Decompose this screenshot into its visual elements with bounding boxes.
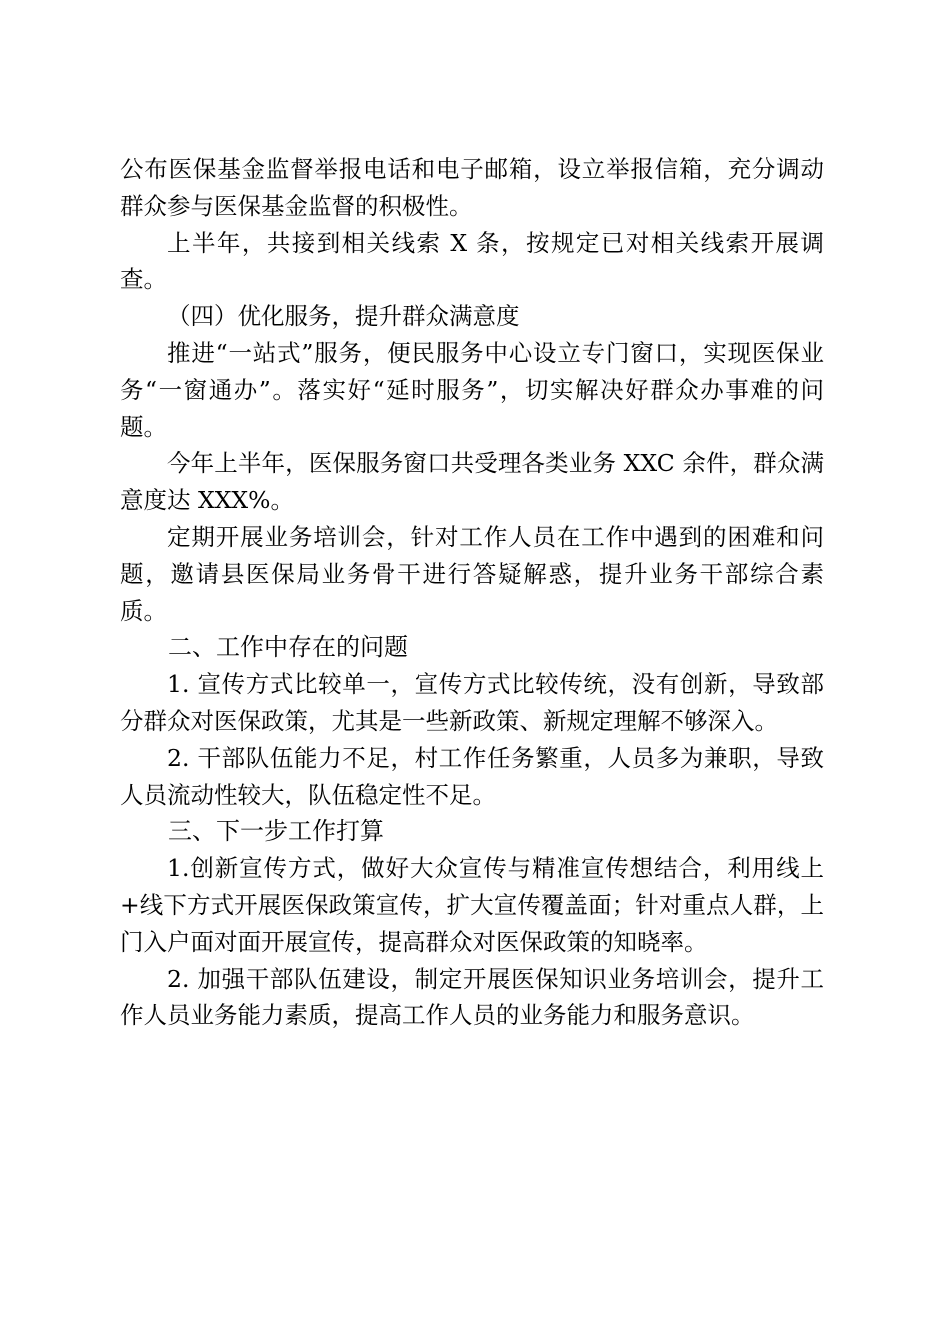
paragraph-training: 定期开展业务培训会，针对工作人员在工作中遇到的困难和问题，邀请县医保局业务骨干进行答疑解惑，提升业务干部综合素质。 [120,522,824,625]
paragraph-problem-1: 1. 宣传方式比较单一，宣传方式比较传统，没有创新，导致部分群众对医保政策，尤其是一些新政策、新规定理解不够深入。 [120,670,824,735]
paragraph-plan-2: 2. 加强干部队伍建设，制定开展医保知识业务培训会，提升工作人员业务能力素质，提高工作人员的业务能力和服务意识。 [120,964,824,1030]
paragraph-window-statistics: 今年上半年，医保服务窗口共受理各类业务 XXC 余件，群众满意度达 XXX%。 [120,449,824,515]
heading-next-steps: 三、下一步工作打算 [168,817,384,846]
paragraph-supervision-reporting: 公布医保基金监督举报电话和电子邮箱，设立举报信箱，充分调动群众参与医保基金监督的积极性。 [120,155,824,220]
paragraph-plan-1: 1.创新宣传方式，做好大众宣传与精准宣传想结合，利用线上+线下方式开展医保政策宣传，扩大宣传覆盖面；针对重点人群，上门入户面对面开展宣传，提高群众对医保政策的知晓率。 [120,854,824,956]
heading-existing-problems: 二、工作中存在的问题 [168,633,408,662]
document-page [120,151,824,1034]
paragraph-leads-received: 上半年，共接到相关线索 X 条，按规定已对相关线索开展调查。 [120,228,824,294]
paragraph-problem-2: 2. 干部队伍能力不足，村工作任务繁重，人员多为兼职，导致人员流动性较大，队伍稳定性不足。 [120,743,824,809]
subheading-optimize-service: （四）优化服务，提升群众满意度 [167,302,520,331]
paragraph-one-stop-service: 推进“一站式”服务，便民服务中心设立专门窗口，实现医保业务“一窗通办”。落实好“延时服务”，切实解决好群众办事难的问题。 [120,338,824,441]
